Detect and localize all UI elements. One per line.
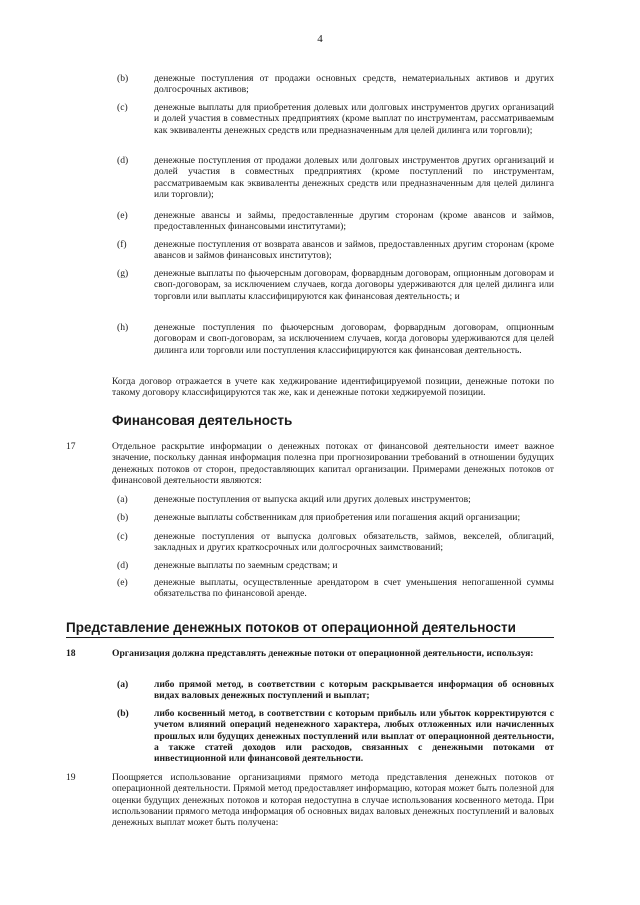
list-item-letter: (h) — [117, 322, 129, 333]
list-item-letter: (d) — [117, 560, 129, 571]
section-heading-operating: Представление денежных потоков от операционной деятельности — [66, 620, 516, 635]
list-item-text: денежные выплаты по фьючерсным договорам, форвардным договорам, опционным договорам и своп-договорам, за исключением случаев, когда договоры удерживаются для целей дилинга или торговли или выплаты классифицируются как финансовая деятельность; и — [154, 268, 554, 302]
section-heading-financing: Финансовая деятельность — [112, 413, 293, 428]
list-item-text: денежные выплаты для приобретения долевых или долговых инструментов других организаций и долей участия в совместных предприятиях (кроме выплат по инструментам, рассматриваемым как эквиваленты денежных средств или предназначенным для целей дилинга или торговли); — [154, 102, 554, 136]
paragraph-number: 18 — [66, 648, 76, 659]
paragraph-text: Организация должна представлять денежные потоки от операционной деятельности, используя: — [112, 648, 534, 659]
hedging-paragraph-text: Когда договор отражается в учете как хеджирование идентифицируемой позиции, денежные потоки по такому договору классифицируются так же, как и денежные потоки хеджируемой позиции. — [112, 376, 554, 399]
paragraph-text: Отдельное раскрытие информации о денежных потоках от финансовой деятельности имеет важное значение, поскольку данная информация полезна при прогнозировании требований в отношении будущих денежных потоков от сторон, предоставляющих капитал организации. Примерами денежных потоков от финансовой деятельности являются: — [112, 441, 554, 486]
page-number: 4 — [317, 33, 323, 45]
list-item-text: денежные поступления от выпуска акций или других долевых инструментов; — [154, 494, 471, 505]
list-item-letter: (e) — [117, 210, 128, 221]
list-item-letter: (b) — [117, 708, 129, 719]
list-item-text: либо прямой метод, в соответствии с которым раскрывается информация об основных видах валовых денежных поступлений и выплат; — [154, 679, 554, 702]
list-item-text: денежные выплаты по заемным средствам; и — [154, 560, 338, 571]
list-item-text: денежные поступления от продажи долевых или долговых инструментов других организаций и долей участия в совместных предприятиях (кроме поступлений по инструментам, рассматриваемым как эквиваленты денежных средств или предназначенным для целей дилинга или торговли); — [154, 155, 554, 200]
list-item-letter: (a) — [117, 494, 128, 505]
list-item-text: денежные авансы и займы, предоставленные другим сторонам (кроме авансов и займов, предоставленных финансовыми институтами); — [154, 210, 554, 233]
list-item-text: денежные выплаты, осуществленные арендатором в счет уменьшения непогашенной суммы обязательства по финансовой аренде. — [154, 577, 554, 600]
paragraph-text: Поощряется использование организациями прямого метода представления денежных потоков от операционной деятельности. Прямой метод предоставляет информацию, которая может быть полезной для оценки будущих денежных потоков и которая недоступна в случае использования косвенного метода. При использовании прямого метода информация об основных видах валовых денежных поступлений и валовых денежных выплат может быть получена: — [112, 772, 554, 829]
list-item-text: денежные поступления от выпуска долговых обязательств, займов, векселей, облигаций, закладных и других краткосрочных или долгосрочных заимствований; — [154, 531, 554, 554]
paragraph-number: 17 — [66, 441, 76, 452]
list-item-text: денежные поступления от продажи основных средств, нематериальных активов и других долгосрочных активов; — [154, 73, 554, 96]
paragraph-number: 19 — [66, 772, 76, 783]
list-item-letter: (c) — [117, 531, 128, 542]
list-item-text: денежные поступления от возврата авансов и займов, предоставленных другим сторонам (кроме авансов и займов финансовых институтов); — [154, 239, 554, 262]
list-item-letter: (f) — [117, 239, 127, 250]
list-item-text: денежные поступления по фьючерсным договорам, форвардным договорам, опционным договорам и своп-договорам, за исключением случаев, когда договоры удерживаются для целей дилинга или торговли или поступления классифицируются как финансовая деятельность. — [154, 322, 554, 356]
heading-underline — [66, 637, 554, 638]
list-item-text: либо косвенный метод, в соответствии с которым прибыль или убыток корректируются с учетом влияний операций неденежного характера, любых отложенных или начисленных прошлых или будущих денежных поступлений или выплат от операционной деятельности, а также статей доходов или расходов, связанных с денежными потоками от инвестиционной или финансовой деятельности. — [154, 708, 554, 765]
list-item-text: денежные выплаты собственникам для приобретения или погашения акций организации; — [154, 512, 521, 523]
list-item-letter: (b) — [117, 512, 129, 523]
list-item-letter: (c) — [117, 102, 128, 113]
list-item-letter: (g) — [117, 268, 129, 279]
list-item-letter: (d) — [117, 155, 129, 166]
list-item-letter: (a) — [117, 679, 129, 690]
list-item-letter: (b) — [117, 73, 129, 84]
list-item-letter: (e) — [117, 577, 128, 588]
